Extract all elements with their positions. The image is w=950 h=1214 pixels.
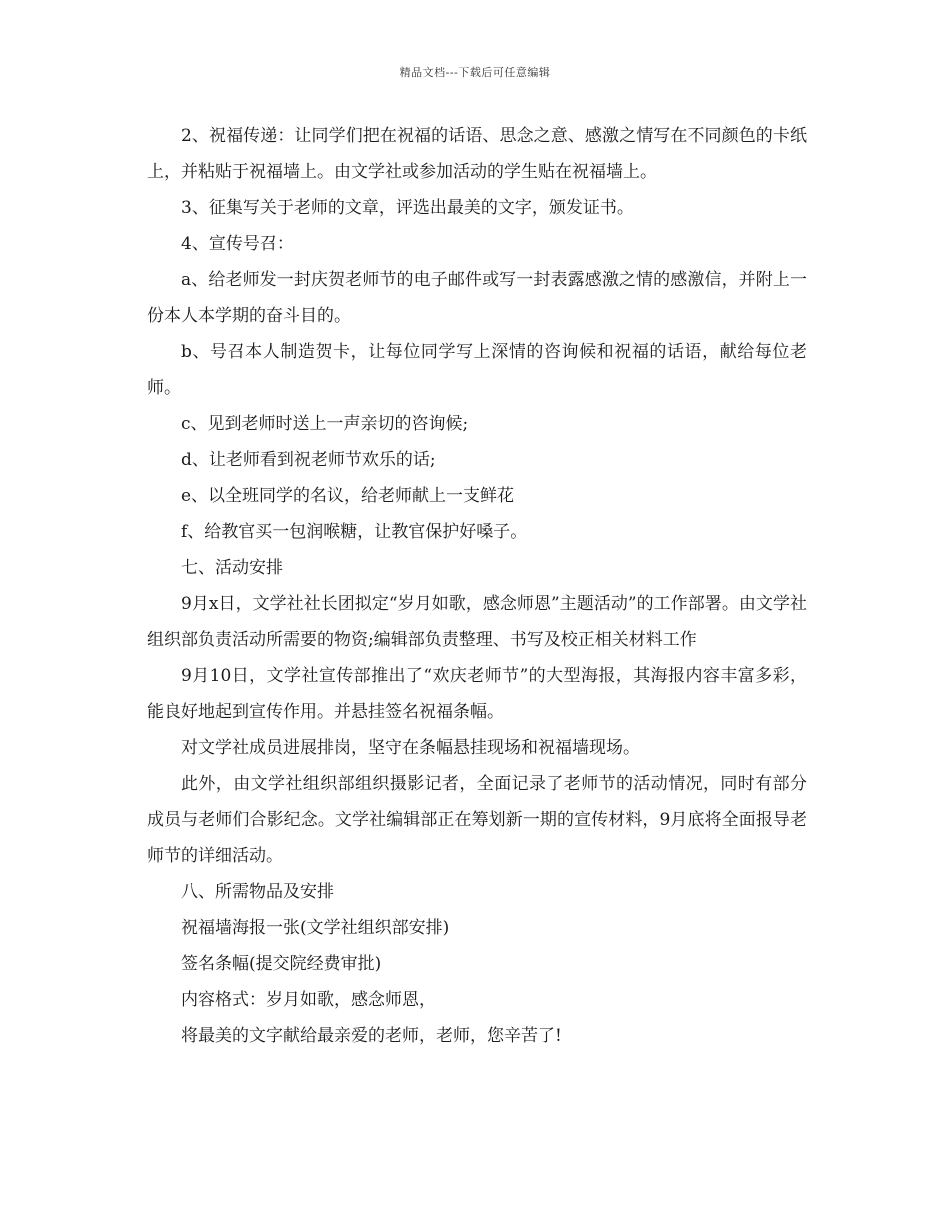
paragraph-closing-line: 将最美的文字献给最亲爱的老师，老师，您辛苦了!: [181, 1026, 562, 1046]
paragraph-item-c: c、见到老师时送上一声亲切的咨询候;: [181, 414, 469, 434]
section-heading-schedule: 七、活动安排: [181, 558, 283, 578]
paragraph-item-a: a、给老师发一封庆贺老师节的电子邮件或写一封表露感激之情的感激信，并附上一份本人本学期的奋斗目的。: [147, 270, 807, 326]
paragraph-schedule-4: 此外，由文学社组织部组织摄影记者，全面记录了老师节的活动情况，同时有部分成员与老师们合影纪念。文学社编辑部正在筹划新一期的宣传材料，9月底将全面报导老师节的详细活动。: [147, 774, 807, 866]
section-heading-materials: 八、所需物品及安排: [181, 882, 334, 902]
paragraph-material-poster: 祝福墙海报一张(文学社组织部安排): [181, 918, 450, 938]
page-header: 精品文档---下载后可任意编辑: [399, 66, 551, 79]
paragraph-schedule-1: 9月x日，文学社社长团拟定“岁月如歌，感念师恩”主题活动”的工作部署。由文学社组织部负责活动所需要的物资;编辑部负责整理、书写及校正相关材料工作: [147, 594, 807, 650]
paragraph-content-format: 内容格式：岁月如歌，感念师恩，: [181, 990, 436, 1010]
paragraph-item-d: d、让老师看到祝老师节欢乐的话;: [181, 450, 436, 470]
paragraph-item-e: e、以全班同学的名议，给老师献上一支鲜花: [181, 486, 515, 506]
paragraph-blessing-delivery: 2、祝福传递：让同学们把在祝福的话语、思念之意、感激之情写在不同颜色的卡纸上，并粘贴于祝福墙上。由文学社或参加活动的学生贴在祝福墙上。: [147, 126, 807, 182]
paragraph-essay-collection: 3、征集写关于老师的文章，评选出最美的文字，颁发证书。: [181, 198, 634, 218]
paragraph-schedule-2: 9月10日，文学社宣传部推出了“欢庆老师节”的大型海报，其海报内容丰富多彩，能良好地起到宣传作用。并悬挂签名祝福条幅。: [147, 666, 807, 722]
paragraph-material-banner: 签名条幅(提交院经费审批): [181, 954, 382, 974]
document-body: [147, 118, 807, 1054]
paragraph-promotion-heading: 4、宣传号召：: [181, 234, 294, 254]
paragraph-item-f: f、给教官买一包润喉糖，让教官保护好嗓子。: [181, 522, 528, 542]
paragraph-item-b: b、号召本人制造贺卡，让每位同学写上深情的咨询候和祝福的话语，献给每位老师。: [147, 342, 807, 398]
paragraph-schedule-3: 对文学社成员进展排岗，坚守在条幅悬挂现场和祝福墙现场。: [181, 738, 640, 758]
